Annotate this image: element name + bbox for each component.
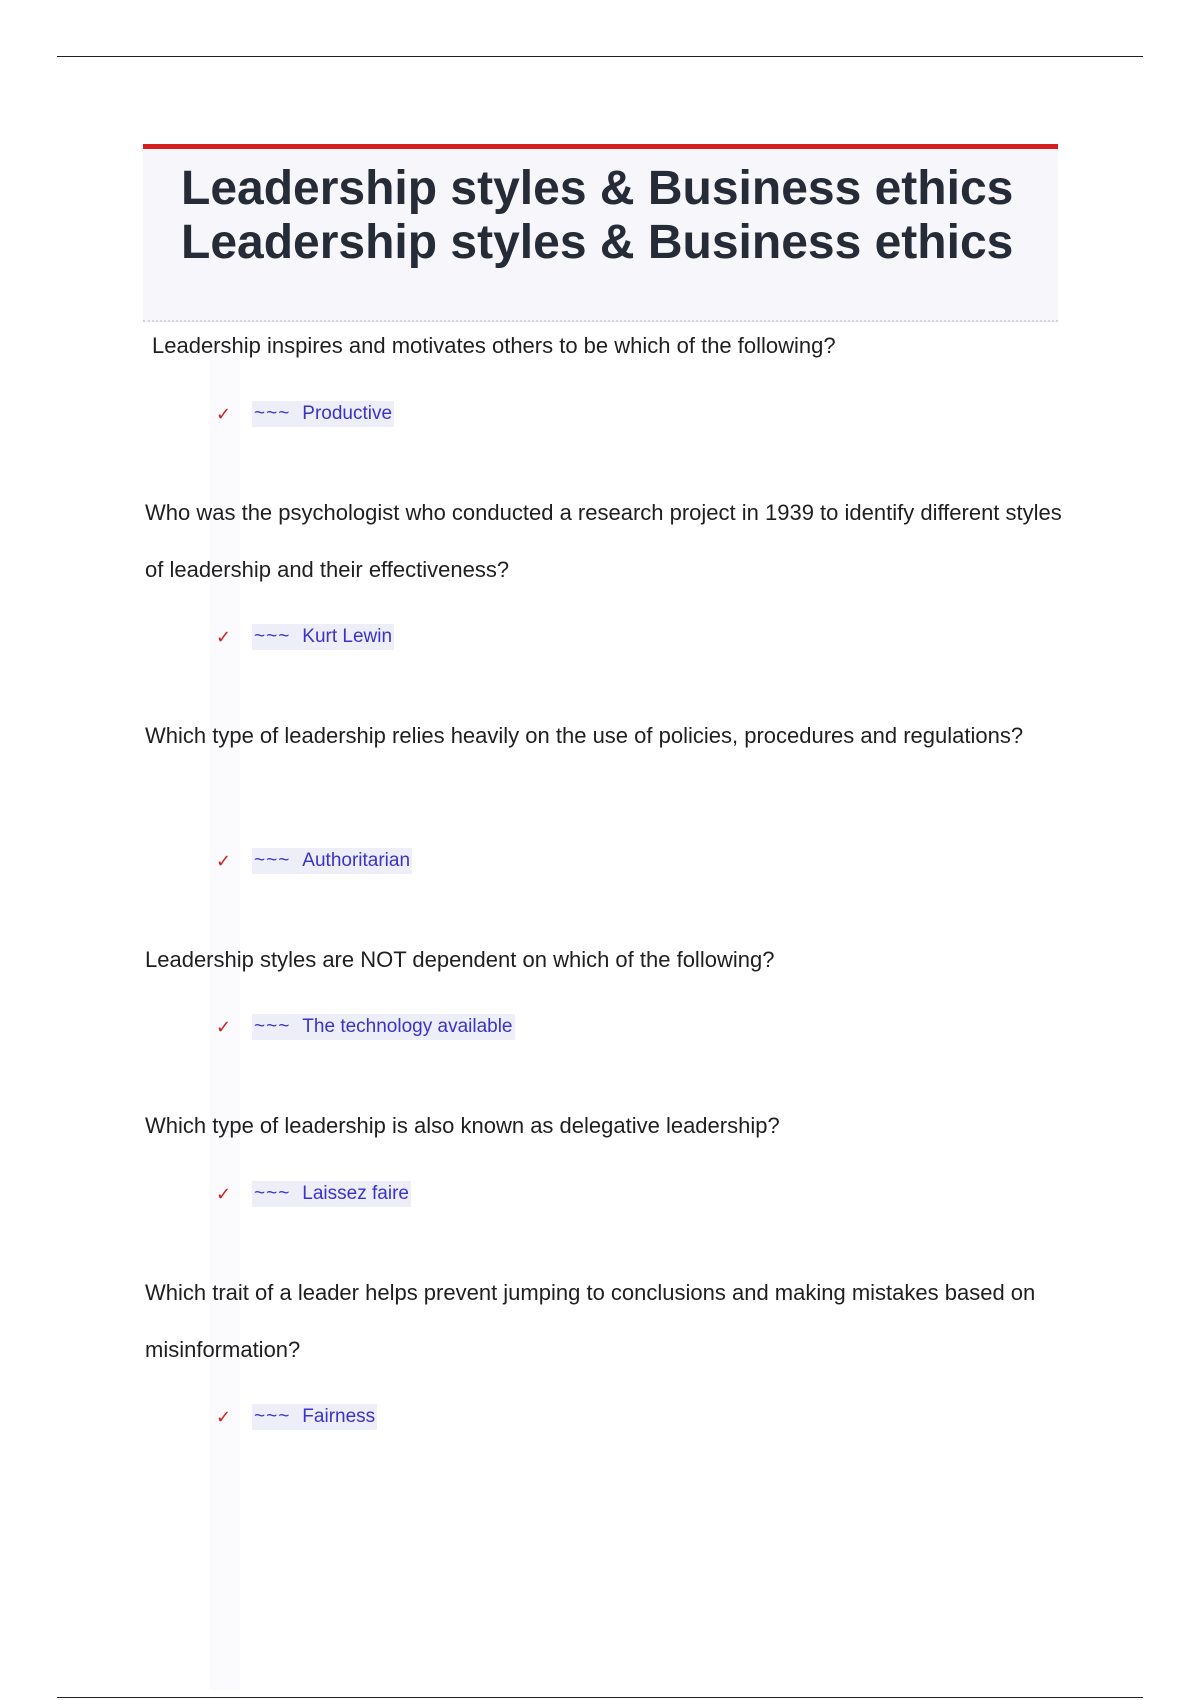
answer-2-text <box>252 624 394 650</box>
answer-5-text <box>252 1181 411 1207</box>
page-bottom-rule <box>57 1697 1143 1698</box>
answer-4 <box>216 1013 515 1041</box>
question-4: Leadership styles are NOT dependent on which of the following? <box>145 947 775 972</box>
check-icon: ✓ <box>216 403 232 425</box>
answer-value: Productive <box>302 403 393 424</box>
answer-prefix: ~~~ <box>254 403 291 424</box>
answer-prefix: ~~~ <box>254 850 291 871</box>
answer-3-text <box>252 848 412 874</box>
answer-value: Kurt Lewin <box>302 626 393 647</box>
check-icon: ✓ <box>216 1183 232 1205</box>
title-banner <box>143 144 1058 322</box>
check-icon: ✓ <box>216 1406 232 1428</box>
answer-value: Fairness <box>302 1406 376 1427</box>
answer-6-text <box>252 1404 377 1430</box>
question-2: Who was the psychologist who conducted a research project in 1939 to identify different styles of leadership and their effectiveness? <box>145 500 1062 582</box>
answer-prefix: ~~~ <box>254 626 291 647</box>
question-3: Which type of leadership relies heavily on the use of policies, procedures and regulations? <box>145 723 1024 748</box>
answer-6 <box>216 1403 377 1431</box>
answer-1 <box>216 400 394 428</box>
answer-5 <box>216 1180 411 1208</box>
question-1: Leadership inspires and motivates others to be which of the following? <box>152 333 836 358</box>
answer-prefix: ~~~ <box>254 1016 291 1037</box>
check-icon: ✓ <box>216 1016 232 1038</box>
answer-1-text <box>252 401 394 427</box>
question-6: Which trait of a leader helps prevent jumping to conclusions and making mistakes based on misinformation? <box>145 1280 1036 1362</box>
check-icon: ✓ <box>216 626 232 648</box>
answer-3 <box>216 847 412 875</box>
question-5: Which type of leadership is also known as delegative leadership? <box>145 1113 780 1138</box>
answer-prefix: ~~~ <box>254 1183 291 1204</box>
document-title-line-1: Leadership styles & Business ethics <box>181 162 1014 215</box>
answer-value: Authoritarian <box>302 850 411 871</box>
answer-4-text <box>252 1014 515 1040</box>
title-dotted-divider <box>143 320 1058 322</box>
page-top-rule <box>57 56 1143 57</box>
answer-2 <box>216 623 394 651</box>
check-icon: ✓ <box>216 850 232 872</box>
answer-value: The technology available <box>302 1016 513 1037</box>
answer-prefix: ~~~ <box>254 1406 291 1427</box>
answer-value: Laissez faire <box>302 1183 409 1204</box>
document-title-line-2: Leadership styles & Business ethics <box>181 216 1014 269</box>
